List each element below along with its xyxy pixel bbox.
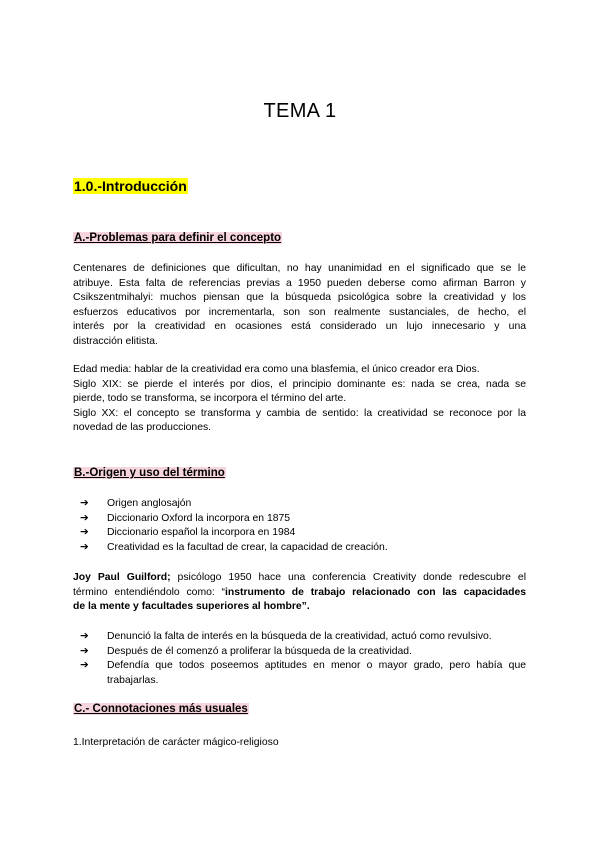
text-line: pierde, todo se transforma, se incorpora el término del arte. <box>73 393 347 404</box>
list-item-text: Denunció la falta de interés en la búsqueda de la creatividad, actuó como revulsivo. <box>107 631 492 642</box>
section-c-item <box>73 736 526 751</box>
list-item <box>80 659 526 688</box>
list-item <box>80 630 526 645</box>
text-line: distracción elitista. <box>73 335 158 347</box>
list-item <box>80 526 526 541</box>
list-item-text: Defendía que todos poseemos aptitudes en menor o mayor grado, pero había que <box>107 660 526 671</box>
text-line: interés por la creatividad en ocasiones está considerado un lujo innecesario y una <box>73 321 526 332</box>
text-line <box>73 586 526 601</box>
text-line <box>73 571 526 586</box>
guilford-name: Joy Paul Guilford; <box>73 572 171 583</box>
list-item-text: Diccionario Oxford la incorpora en 1875 <box>107 512 291 524</box>
list-item-text: trabajarlas. <box>107 674 159 686</box>
arrow-right-icon: ➔ <box>80 512 89 524</box>
text-line: atribuye. Esta falta de referencias previas a 1950 pueden deberse como afirman Barron y <box>73 277 526 289</box>
arrow-right-icon: ➔ <box>80 645 89 657</box>
text-line: 1.Interpretación de carácter mágico-religioso <box>73 737 279 748</box>
list-item-text: Origen anglosajón <box>107 498 192 509</box>
arrow-right-icon: ➔ <box>80 631 89 642</box>
list-item-text: Diccionario español la incorpora en 1984 <box>107 527 296 538</box>
arrow-right-icon: ➔ <box>80 498 89 509</box>
text-line: Edad media: hablar de la creatividad era como una blasfemia, el único creador era Dios. <box>73 364 480 375</box>
list-item <box>80 512 526 527</box>
list-item-text: Después de él comenzó a proliferar la búsqueda de la creatividad. <box>107 645 412 657</box>
intro-heading: 1.0.-Introducción <box>74 178 187 194</box>
section-b-heading: B.-Origen y uso del término <box>74 467 225 479</box>
text-line <box>73 600 526 615</box>
text-line: Csikszentmihalyi: muchos piensan que la búsqueda psicológica sobre la creatividad y los <box>73 292 526 303</box>
guilford-quote: instrumento de trabajo relacionado con las capacidades <box>225 586 527 598</box>
section-c-heading: C.- Connotaciones más usuales <box>74 703 248 715</box>
document-title: TEMA 1 <box>263 100 337 122</box>
guilford-text: psicólogo 1950 hace una conferencia Creativity donde redescubre el <box>170 572 526 583</box>
list-item <box>80 497 526 512</box>
list-item-text: Creatividad es la facultad de crear, la capacidad de creación. <box>107 541 388 553</box>
section-a-paragraph-2 <box>73 363 526 436</box>
guilford-quote: de la mente y facultades superiores al hombre”. <box>73 601 310 612</box>
text-line: Siglo XX: el concepto se transforma y cambia de sentido: la creatividad se reconoce por la <box>73 407 526 419</box>
guilford-text: término entendiéndolo como: “ <box>73 586 225 598</box>
list-item <box>80 645 526 660</box>
list-item <box>80 541 526 556</box>
arrow-right-icon: ➔ <box>80 527 89 538</box>
text-line: esfuerzos educativos por incrementarla, son son realmente sustanciales, de hecho, el <box>73 306 526 318</box>
arrow-right-icon: ➔ <box>80 660 89 671</box>
section-b-bullet-list-2 <box>80 630 526 688</box>
arrow-right-icon: ➔ <box>80 541 89 553</box>
section-a-heading: A.-Problemas para definir el concepto <box>74 232 282 244</box>
text-line: Centenares de definiciones que dificultan, no hay unanimidad en el significado que se le <box>73 263 526 274</box>
guilford-paragraph <box>73 571 526 615</box>
text-line: novedad de las producciones. <box>73 422 212 433</box>
text-line: Siglo XIX: se pierde el interés por dios, el principio dominante es: nada se crea, nada se <box>73 378 526 390</box>
section-a-paragraph-1 <box>73 262 526 349</box>
section-b-bullet-list <box>80 497 526 555</box>
